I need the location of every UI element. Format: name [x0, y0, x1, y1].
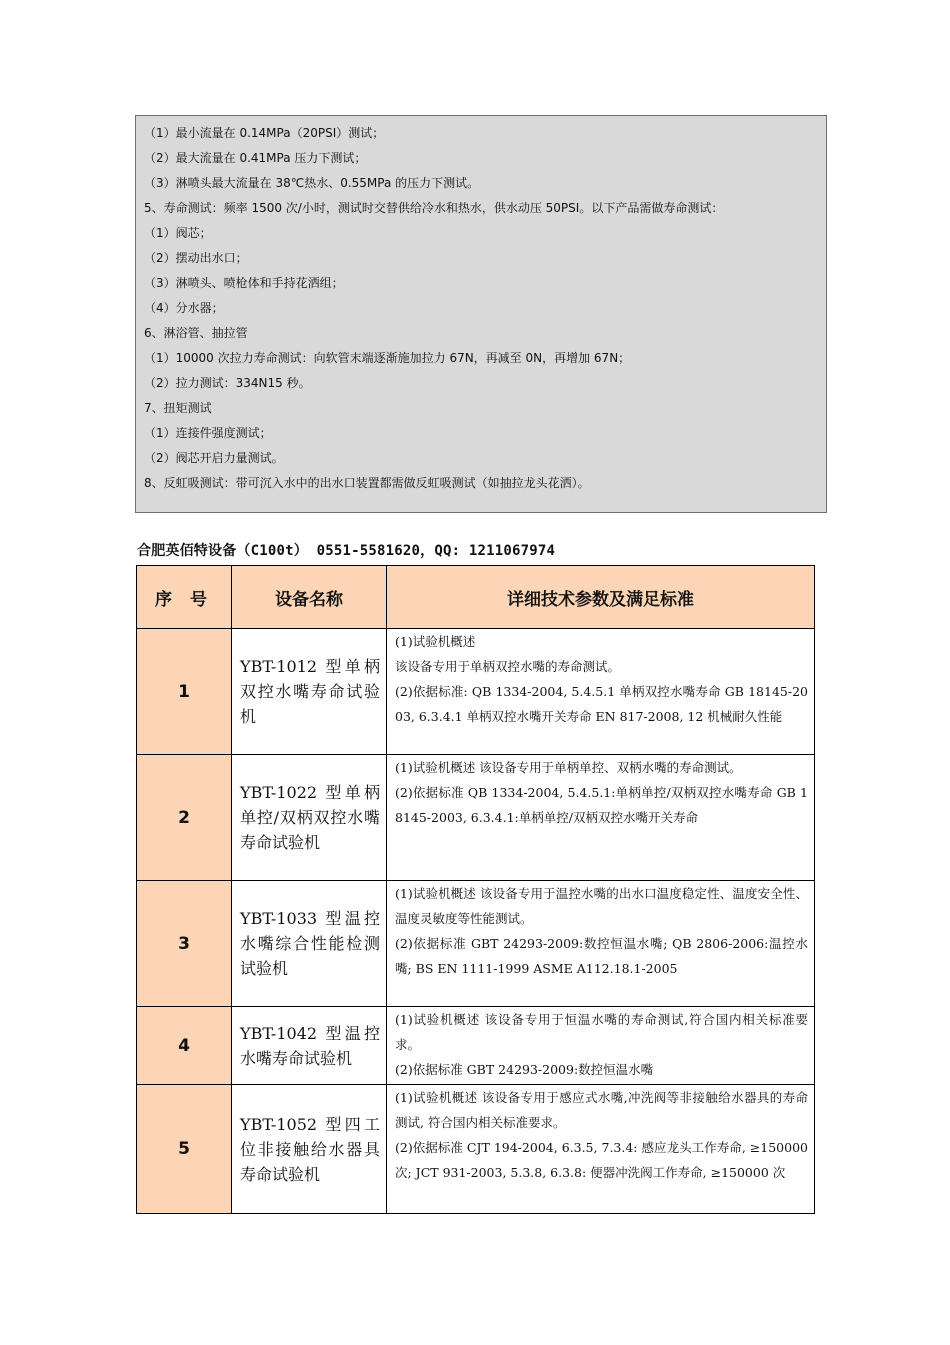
- detail-overview-title: (1)试验机概述: [395, 634, 476, 649]
- requirement-line: （1）10000 次拉力寿命测试：向软管末端逐渐施加拉力 67N，再减至 0N，再增加 67N；: [144, 351, 631, 365]
- requirement-line: （2）阀芯开启力量测试。: [144, 451, 284, 465]
- equipment-spec-table: [136, 565, 815, 1214]
- row-equipment-name: YBT-1012 型单柄双控水嘴寿命试验机: [232, 629, 387, 755]
- header-detail: 详细技术参数及满足标准: [387, 566, 815, 629]
- row-equipment-name: YBT-1042 型温控水嘴寿命试验机: [232, 1007, 387, 1085]
- row-seq: 4: [137, 1007, 232, 1085]
- requirement-line: 7、扭矩测试: [144, 401, 212, 415]
- detail-overview: (1)试验机概述 该设备专用于感应式水嘴,冲洗阀等非接触给水器具的寿命测试, 符合国内相关标准要求。: [395, 1090, 808, 1130]
- table-row: [137, 881, 815, 1007]
- detail-standards: (2)依据标准: QB 1334-2004, 5.4.5.1 单柄双控水嘴寿命 GB 18145-2003, 6.3.4.1 单柄双控水嘴开关寿命 EN 817-2008, 12 机械耐久性能: [395, 684, 808, 724]
- row-seq: 2: [137, 755, 232, 881]
- detail-overview: (1)试验机概述 该设备专用于恒温水嘴的寿命测试,符合国内相关标准要求。: [395, 1012, 808, 1052]
- row-equipment-name: YBT-1022 型单柄单控/双柄双控水嘴寿命试验机: [232, 755, 387, 881]
- detail-standards: (2)依据标准 GBT 24293-2009:数控恒温水嘴; QB 2806-2006:温控水嘴; BS EN 1111-1999 ASME A112.18.1-2005: [395, 936, 808, 976]
- requirement-line: （1）连接件强度测试；: [144, 426, 272, 440]
- row-detail: [387, 1085, 815, 1214]
- requirement-line: 6、淋浴管、抽拉管: [144, 326, 248, 340]
- row-seq: 3: [137, 881, 232, 1007]
- test-requirements-box: [135, 115, 827, 513]
- table-row: [137, 1007, 815, 1085]
- header-seq: 序 号: [137, 566, 232, 629]
- requirement-line: （3）淋喷头最大流量在 38℃热水、0.55MPa 的压力下测试。: [144, 176, 480, 190]
- detail-overview: 该设备专用于单柄双控水嘴的寿命测试。: [395, 659, 621, 674]
- row-detail: [387, 1007, 815, 1085]
- company-contact-line: 合肥英佰特设备（C100t） 0551-5581620，QQ: 1211067974: [137, 543, 556, 559]
- row-seq: 5: [137, 1085, 232, 1214]
- requirement-line: （3）淋喷头、喷枪体和手持花洒组；: [144, 276, 344, 290]
- requirement-line: （1）阀芯；: [144, 226, 212, 240]
- requirement-line: （1）最小流量在 0.14MPa（20PSI）测试；: [144, 126, 385, 140]
- detail-standards: (2)依据标准 CJT 194-2004, 6.3.5, 7.3.4: 感应龙头工作寿命, ≥150000 次; JCT 931-2003, 5.3.8, 6.3.8: 便器冲洗阀工作寿命, ≥150000 次: [395, 1140, 808, 1180]
- table-header-row: [137, 566, 815, 629]
- detail-standards: (2)依据标准 GBT 24293-2009:数控恒温水嘴: [395, 1062, 654, 1077]
- requirement-line: 8、反虹吸测试：带可沉入水中的出水口装置都需做反虹吸测试（如抽拉龙头花洒）。: [144, 476, 590, 490]
- detail-standards: (2)依据标准 QB 1334-2004, 5.4.5.1:单柄单控/双柄双控水嘴寿命 GB 18145-2003, 6.3.4.1:单柄单控/双柄双控水嘴开关寿命: [395, 785, 808, 825]
- requirement-line: （2）拉力测试：334N15 秒。: [144, 376, 311, 390]
- row-equipment-name: YBT-1033 型温控水嘴综合性能检测试验机: [232, 881, 387, 1007]
- table-row: [137, 629, 815, 755]
- row-detail: [387, 881, 815, 1007]
- row-equipment-name: YBT-1052 型四工位非接触给水器具寿命试验机: [232, 1085, 387, 1214]
- table-row: [137, 755, 815, 881]
- requirement-line: （2）最大流量在 0.41MPa 压力下测试；: [144, 151, 367, 165]
- requirement-line: （4）分水器；: [144, 301, 224, 315]
- detail-overview: (1)试验机概述 该设备专用于单柄单控、双柄水嘴的寿命测试。: [395, 760, 742, 775]
- requirement-line: （2）摆动出水口；: [144, 251, 248, 265]
- row-seq: 1: [137, 629, 232, 755]
- row-detail: [387, 629, 815, 755]
- table-row: [137, 1085, 815, 1214]
- requirement-line: 5、寿命测试：频率 1500 次/小时，测试时交替供给冷水和热水，供水动压 50PSI。以下产品需做寿命测试：: [144, 201, 724, 215]
- header-name: 设备名称: [232, 566, 387, 629]
- detail-overview: (1)试验机概述 该设备专用于温控水嘴的出水口温度稳定性、温度安全性、温度灵敏度等性能测试。: [395, 886, 808, 926]
- row-detail: [387, 755, 815, 881]
